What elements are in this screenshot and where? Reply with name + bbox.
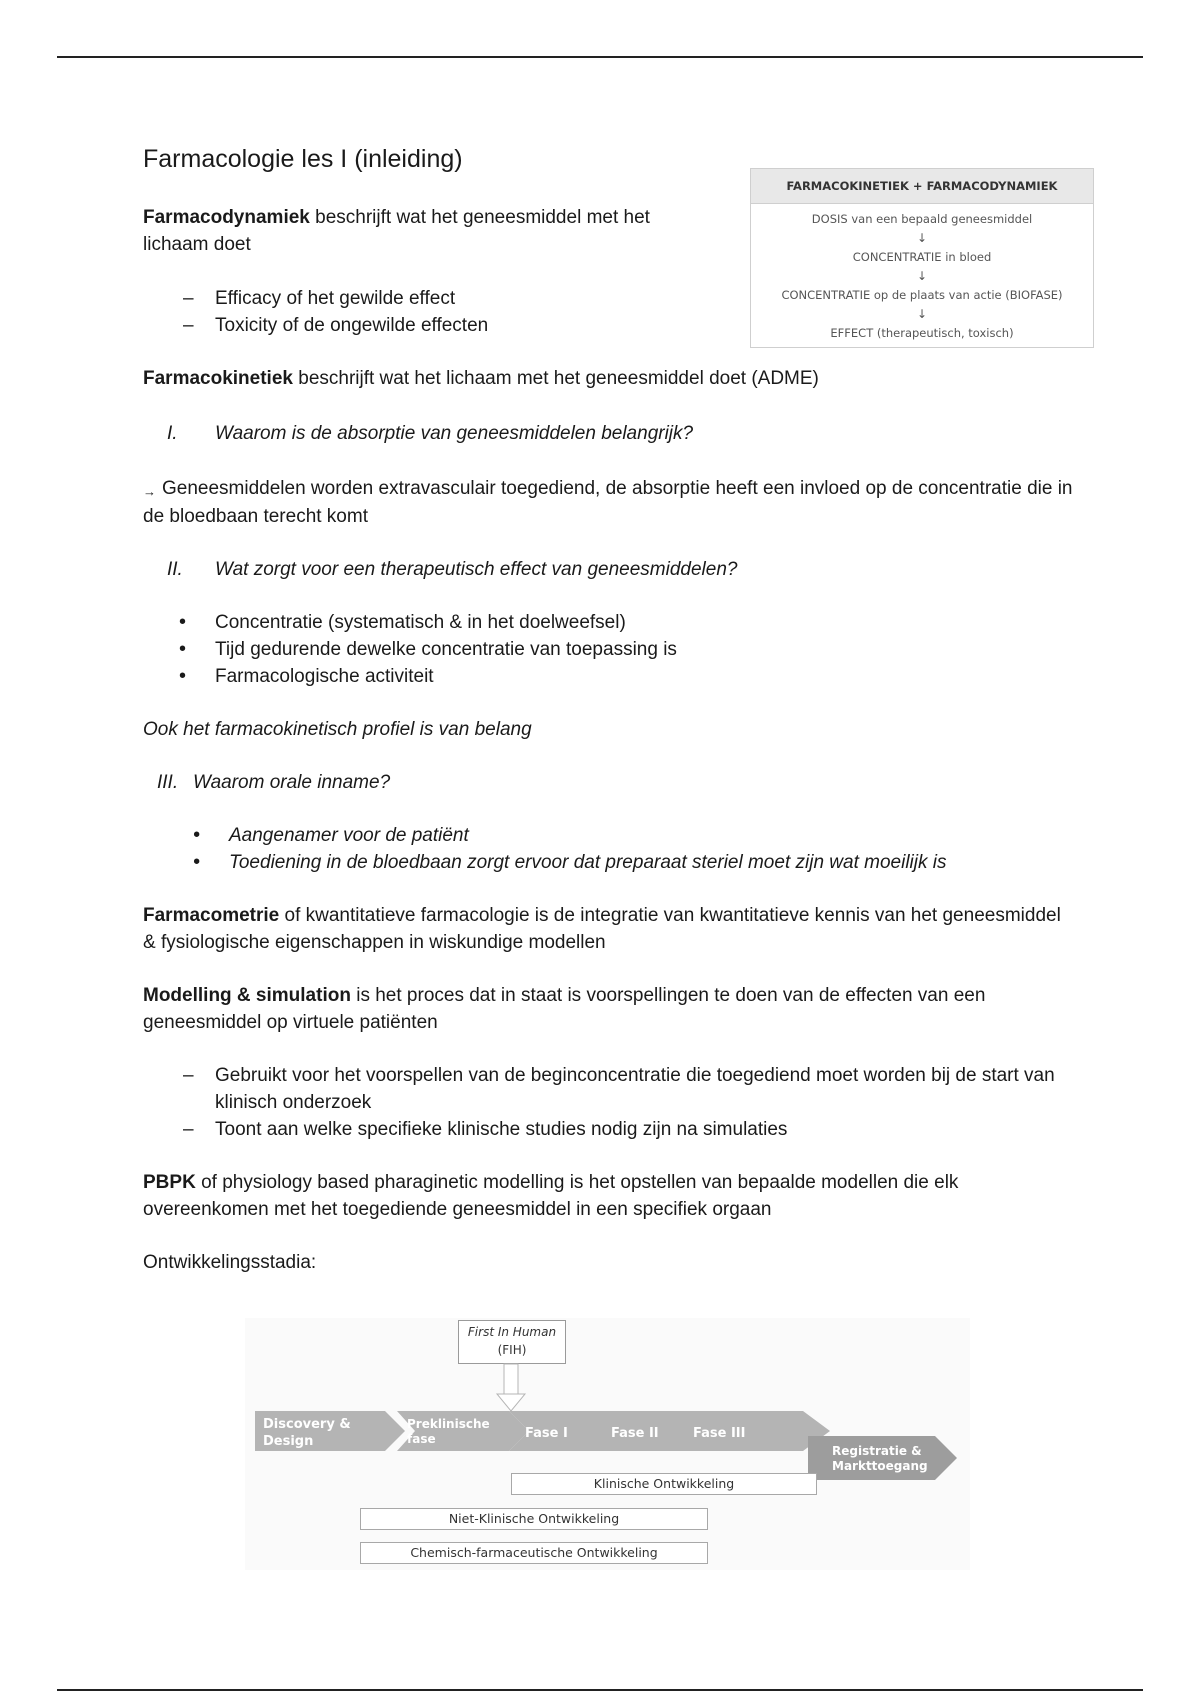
question-text: Wat zorgt voor een therapeutisch effect van geneesmiddelen?	[215, 559, 738, 580]
stage-registratie-arrow	[808, 1436, 957, 1480]
question-2	[143, 556, 1073, 583]
down-arrow-icon: ↓	[916, 307, 928, 321]
term-modelling: Modelling & simulation	[143, 985, 351, 1006]
stage-registratie-label-1: Registratie &	[832, 1444, 922, 1458]
q2-note: Ook het farmacokinetisch profiel is van belang	[143, 719, 532, 740]
stages-label: Ontwikkelingsstadia:	[143, 1252, 317, 1273]
stage-fase2-label: Fase II	[611, 1426, 659, 1441]
stage-preklinische-label-1: Preklinische	[407, 1417, 490, 1431]
farmacometrie-paragraph	[143, 902, 1073, 956]
q1-answer	[143, 475, 1073, 530]
list-item: – Gebruikt voor het voorspellen van de beginconcentratie die toegediend moet worden bij de start van klinisch onderzoek	[143, 1062, 1073, 1116]
list-item: • Toediening in de bloedbaan zorgt ervoor dat preparaat steriel moet zijn wat moeilijk is	[143, 849, 1073, 876]
list-item: • Farmacologische activiteit	[143, 663, 1073, 690]
question-3	[143, 769, 1073, 796]
fih-down-arrow-icon	[497, 1394, 525, 1411]
stage-fase1-label: Fase I	[525, 1426, 568, 1441]
klinische-ontwikkeling-bar: Klinische Ontwikkeling	[511, 1473, 817, 1495]
down-arrow-icon: ↓	[916, 269, 928, 283]
question-text: Waarom orale inname?	[193, 772, 391, 793]
list-item: – Toxicity of de ongewilde effecten	[143, 312, 1073, 339]
list-item: • Aangenamer voor de patiënt	[143, 822, 1073, 849]
farmacodynamiek-list	[143, 285, 1073, 339]
q2-list	[143, 609, 1073, 690]
stage-preklinische-label-2: fase	[407, 1432, 436, 1446]
modelling-text: is het proces dat in staat is voorspellingen te doen van de effecten van een geneesmiddel op virtuele patiënten	[143, 985, 986, 1033]
chemisch-farmaceutische-ontwikkeling-bar: Chemisch-farmaceutische Ontwikkeling	[360, 1542, 708, 1564]
stage-discovery-label-2: Design	[263, 1434, 314, 1449]
pk-line-biofase: CONCENTRATIE op de plaats van actie (BIOFASE)	[781, 288, 1063, 302]
stage-discovery-label-1: Discovery &	[263, 1417, 351, 1432]
q3-list	[143, 822, 1073, 876]
fih-label: First In Human	[467, 1325, 557, 1339]
term-pbpk: PBPK	[143, 1172, 196, 1193]
list-item: • Concentratie (systematisch & in het doelweefsel)	[143, 609, 1073, 636]
pk-line-effect: EFFECT (therapeutisch, toxisch)	[830, 326, 1014, 340]
modelling-list	[143, 1062, 1073, 1143]
question-number: II.	[167, 559, 183, 580]
farmacometrie-text: of kwantitatieve farmacologie is de integratie van kwantitatieve kennis van het geneesmiddel & fysiologische eigenschappen in wiskundige modellen	[143, 905, 1061, 953]
pbpk-paragraph	[143, 1169, 1073, 1223]
farmacodynamiek-text: beschrijft wat het geneesmiddel met het lichaam doet	[143, 207, 650, 255]
pk-pd-figure-header: FARMACOKINETIEK + FARMACODYNAMIEK	[751, 169, 1093, 204]
right-arrow-icon: →	[143, 484, 156, 499]
header-rule	[57, 56, 1143, 58]
list-item: • Tijd gedurende dewelke concentratie van toepassing is	[143, 636, 1073, 663]
development-stages-diagram	[245, 1318, 970, 1570]
farmacokinetiek-text: beschrijft wat het lichaam met het geneesmiddel doet (ADME)	[292, 368, 819, 389]
pbpk-text: of physiology based pharaginetic modelling is het opstellen van bepaalde modellen die elk overeenkomen met het toegediende geneesmiddel in een specifiek orgaan	[143, 1172, 959, 1220]
down-arrow-icon: ↓	[916, 231, 928, 245]
pk-line-concentratie-bloed: CONCENTRATIE in bloed	[852, 250, 992, 264]
fih-abbrev: (FIH)	[497, 1343, 527, 1357]
farmacokinetiek-paragraph	[143, 365, 1073, 392]
term-farmacodynamiek: Farmacodynamiek	[143, 207, 310, 228]
question-text: Waarom is de absorptie van geneesmiddelen belangrijk?	[215, 423, 694, 444]
question-1	[143, 420, 1073, 447]
question-number: I.	[167, 423, 178, 444]
footer-rule	[57, 1689, 1143, 1691]
fih-connector	[504, 1364, 518, 1394]
question-number: III.	[157, 772, 179, 793]
modelling-paragraph	[143, 982, 1073, 1036]
document-body	[143, 142, 1073, 1276]
page-title: Farmacologie les I (inleiding)	[143, 145, 463, 173]
term-farmacometrie: Farmacometrie	[143, 905, 280, 926]
list-item: – Efficacy of het gewilde effect	[143, 285, 1073, 312]
list-item: – Toont aan welke specifieke klinische studies nodig zijn na simulaties	[143, 1116, 1073, 1143]
stage-registratie-label-2: Markttoegang	[832, 1459, 928, 1473]
farmacodynamiek-paragraph	[143, 204, 703, 258]
niet-klinische-ontwikkeling-bar: Niet-Klinische Ontwikkeling	[360, 1508, 708, 1530]
term-farmacokinetiek: Farmacokinetiek	[143, 368, 293, 389]
q1-answer-text: Geneesmiddelen worden extravasculair toegediend, de absorptie heeft een invloed op de concentratie die in de bloedbaan terecht komt	[143, 478, 1073, 527]
stage-fase3-label: Fase III	[693, 1426, 746, 1441]
pk-line-dosis: DOSIS van een bepaald geneesmiddel	[811, 212, 1033, 226]
stages-arrows	[245, 1318, 970, 1570]
